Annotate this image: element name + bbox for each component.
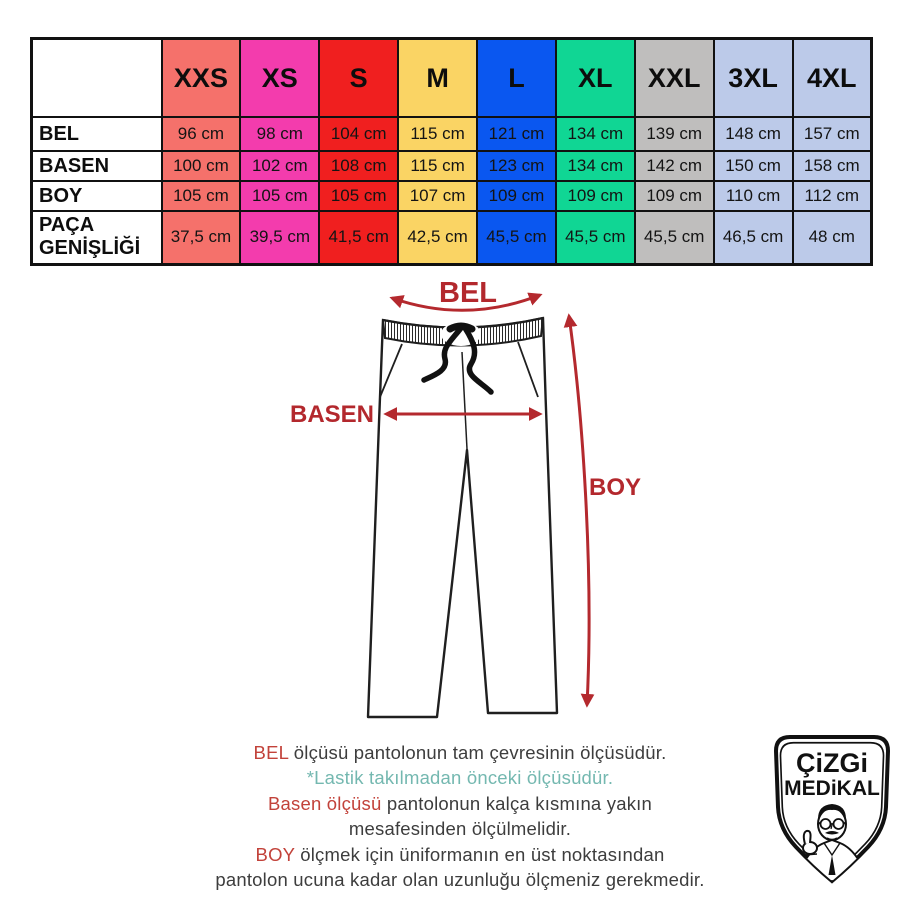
table-cell: 102 cm [240,151,319,181]
table-cell: 105 cm [162,181,241,211]
table-cell: 98 cm [240,117,319,151]
size-col-4xl: 4XL [793,39,872,118]
row-label-bel: BEL [32,117,162,151]
table-cell: 39,5 cm [240,211,319,264]
table-cell: 115 cm [398,151,477,181]
table-cell: 45,5 cm [477,211,556,264]
row-label-boy: BOY [32,181,162,211]
table-cell: 41,5 cm [319,211,398,264]
size-table [30,37,873,266]
note-line-basen-2: mesafesinden ölçülmelidir. [348,818,572,840]
table-cell: 110 cm [714,181,793,211]
note-text: ölçüsü pantolonun tam çevresinin ölçüsüdür. [288,742,667,763]
table-cell: 100 cm [162,151,241,181]
note-text: ölçmek için üniformanın en üst noktasından [294,843,665,865]
table-cell: 104 cm [319,117,398,151]
measurement-notes [110,740,810,892]
boy-label: BOY [588,474,642,501]
table-row-boy [32,181,872,211]
pants-measurement-diagram [285,268,665,738]
bel-label: BEL [439,277,497,309]
note-keyword-boy: BOY [255,843,295,865]
table-cell: 108 cm [319,151,398,181]
table-cell: 121 cm [477,117,556,151]
pants-outline [368,318,557,717]
row-label-paca-genisligi: PAÇA GENİŞLİĞİ [32,211,162,264]
note-text: pantolonun kalça kısmına yakın [381,792,652,814]
table-cell: 150 cm [714,151,793,181]
table-cell: 123 cm [477,151,556,181]
table-cell: 139 cm [635,117,714,151]
table-cell: 109 cm [556,181,635,211]
size-col-l: L [477,39,556,118]
note-keyword-basen: Basen ölçüsü [268,792,382,814]
table-cell: 157 cm [793,117,872,151]
size-col-xxl: XXL [635,39,714,118]
table-cell: 142 cm [635,151,714,181]
table-cell: 148 cm [714,117,793,151]
boy-arrow [569,316,589,705]
table-cell: 109 cm [635,181,714,211]
size-col-3xl: 3XL [714,39,793,118]
basen-label: BASEN [289,401,375,428]
table-cell: 134 cm [556,117,635,151]
table-cell: 96 cm [162,117,241,151]
cizgi-medikal-logo [764,727,900,905]
table-cell: 112 cm [793,181,872,211]
table-cell: 107 cm [398,181,477,211]
table-cell: 46,5 cm [714,211,793,264]
logo-text-line1: ÇiZGi [796,748,868,778]
note-line-basen [110,791,810,816]
table-cell: 45,5 cm [635,211,714,264]
table-cell: 158 cm [793,151,872,181]
size-col-m: M [398,39,477,118]
table-cell: 37,5 cm [162,211,241,264]
table-cell: 105 cm [319,181,398,211]
table-cell: 42,5 cm [398,211,477,264]
size-col-s: S [319,39,398,118]
size-col-xs: XS [240,39,319,118]
table-cell: 134 cm [556,151,635,181]
note-keyword-bel: BEL [253,742,289,763]
size-col-xl: XL [556,39,635,118]
size-header-row [32,39,872,118]
table-cell: 115 cm [398,117,477,151]
row-label-basen: BASEN [32,151,162,181]
logo-text-line2: MEDiKAL [784,777,880,800]
table-cell: 105 cm [240,181,319,211]
corner-cell [32,39,162,118]
note-line-boy [110,842,810,867]
table-cell: 48 cm [793,211,872,264]
table-row-basen [32,151,872,181]
note-line-bel [110,740,810,765]
note-line-lastik: *Lastik takılmadan önceki ölçüsüdür. [306,767,614,789]
size-col-xxs: XXS [162,39,241,118]
table-row-paca-genisligi [32,211,872,264]
table-cell: 45,5 cm [556,211,635,264]
table-cell: 109 cm [477,181,556,211]
table-row-bel [32,117,872,151]
note-line-boy-2: pantolon ucuna kadar olan uzunluğu ölçmeniz gerekmedir. [215,869,705,891]
